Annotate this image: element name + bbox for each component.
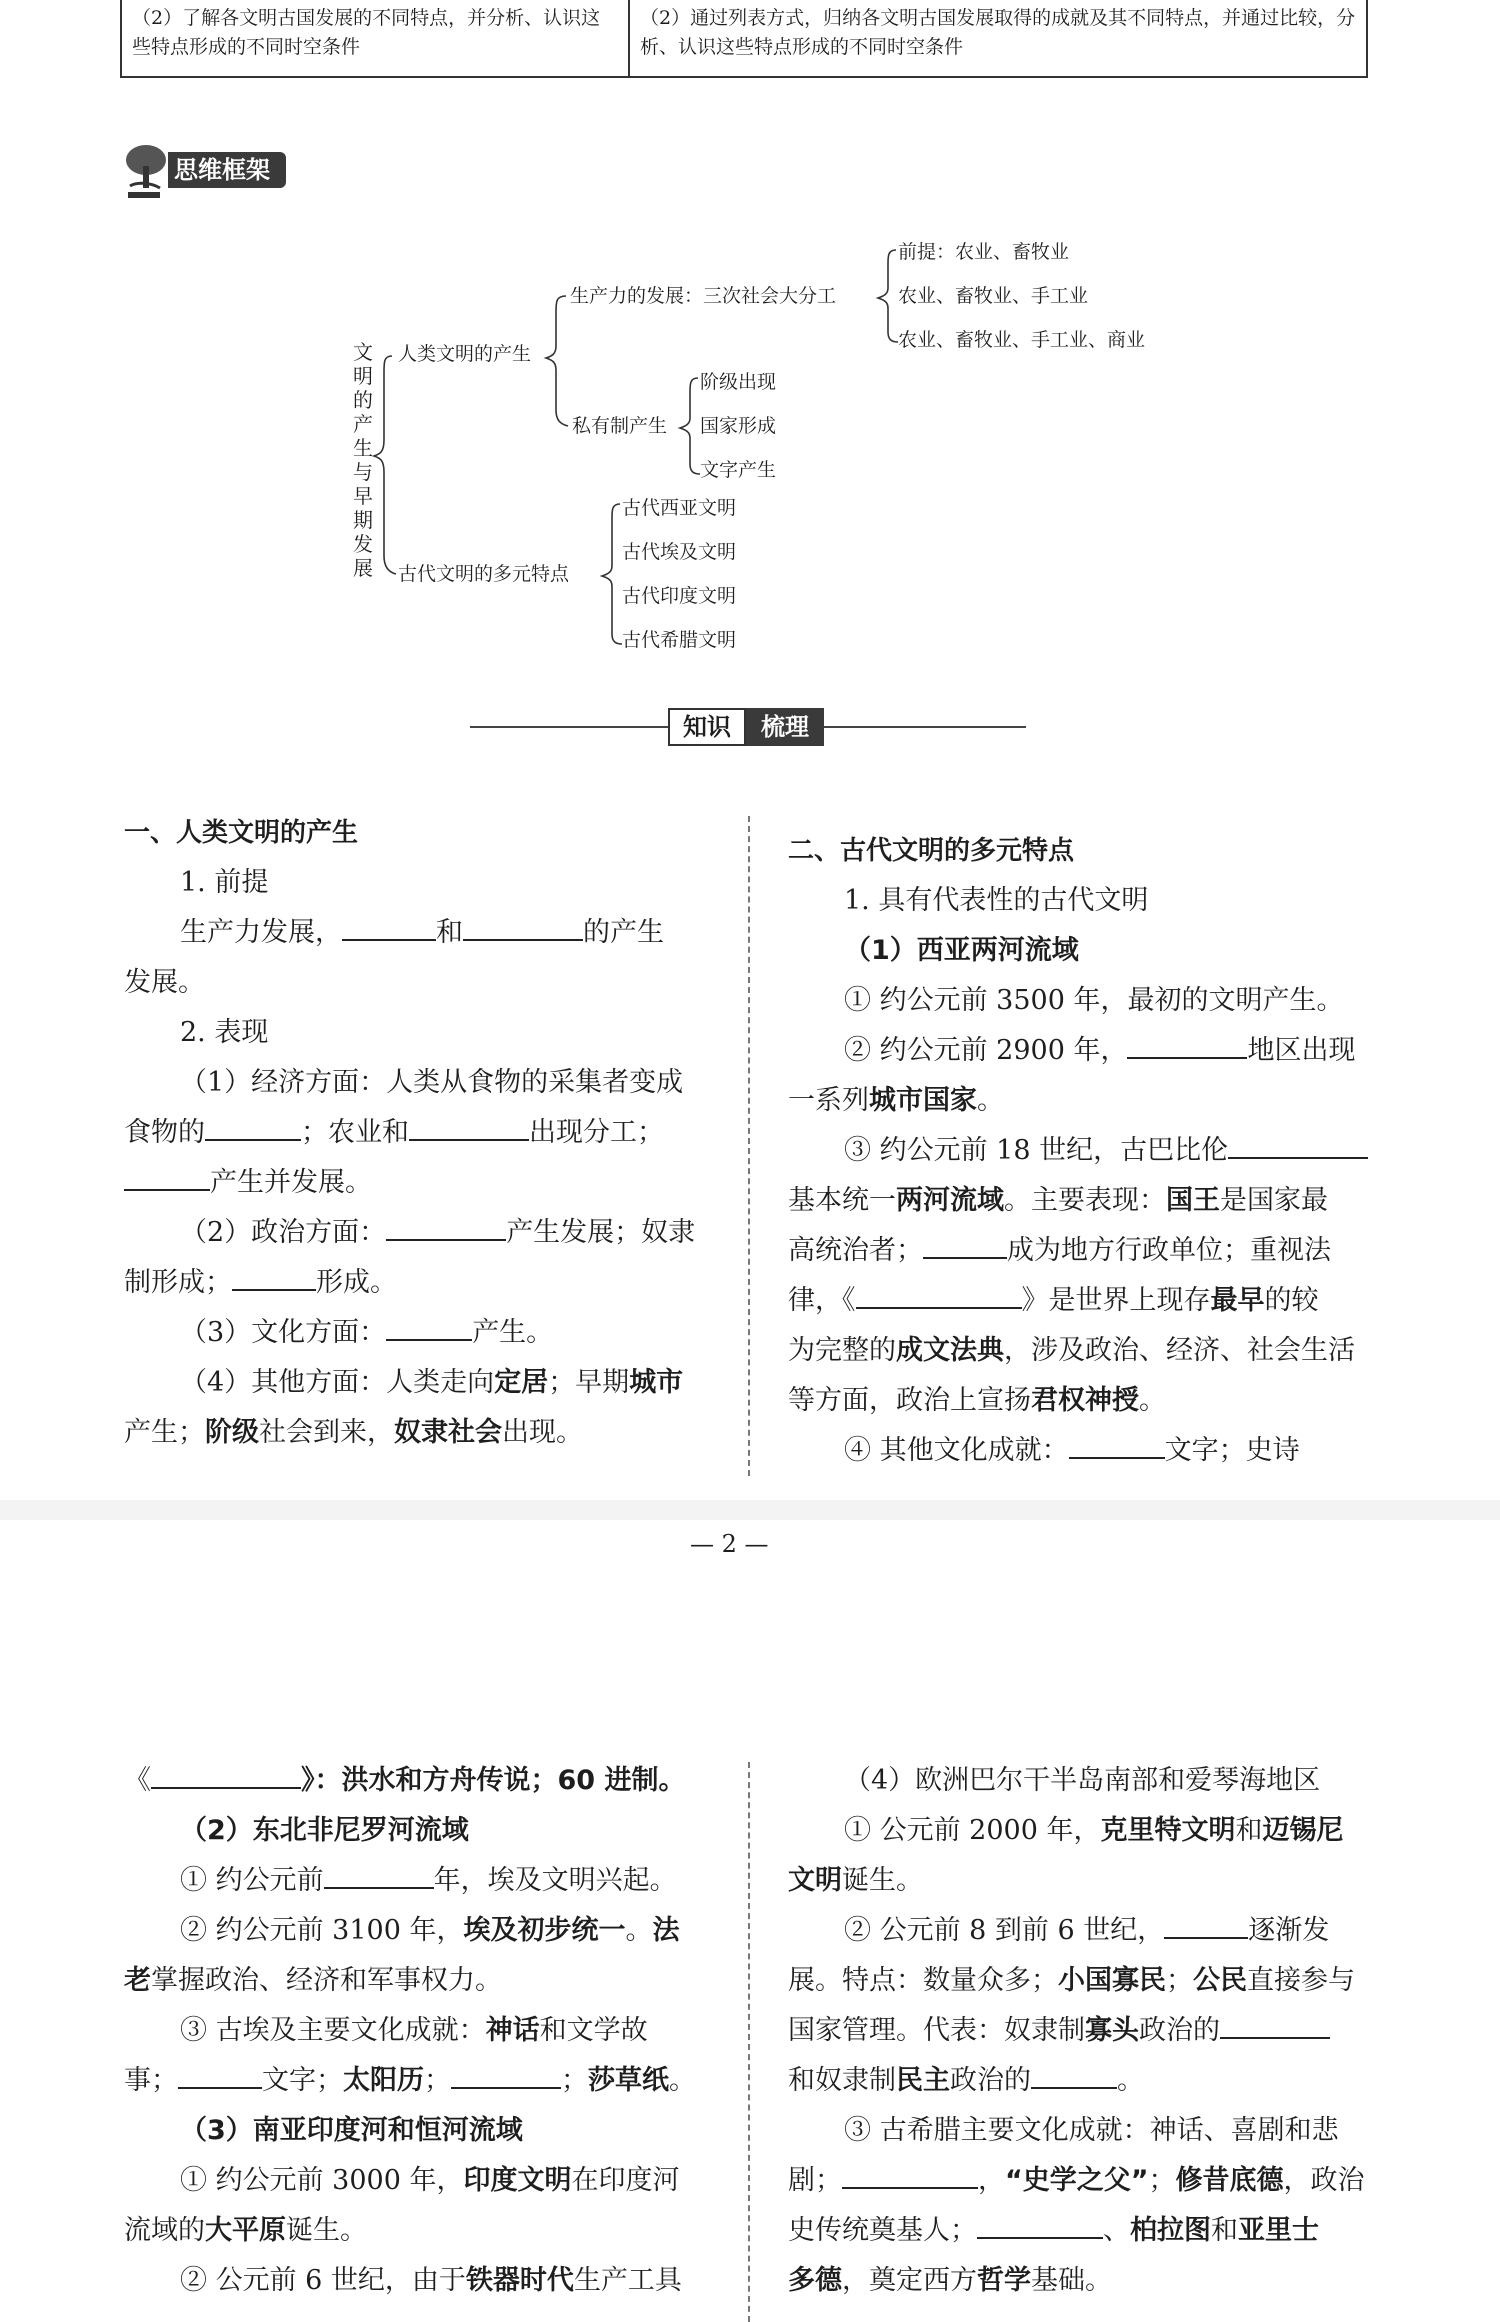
- mindmap-productivity: 生产力的发展：三次社会大分工: [570, 285, 837, 307]
- text: 生产工具: [573, 2265, 682, 2296]
- text: 奴隶社会: [394, 1417, 502, 1448]
- mindmap-private-1: 阶级出现: [700, 371, 777, 393]
- text: 生产力发展，: [180, 917, 342, 948]
- mindmap-diverse-1: 古代西亚文明: [622, 497, 737, 519]
- text: 史传统奠基人；: [788, 2215, 977, 2246]
- text: ① 约公元前: [180, 1865, 324, 1896]
- text: 基础。: [1031, 2265, 1112, 2296]
- text: “史学之父”: [1005, 2165, 1149, 2196]
- mindmap-private-2: 国家形成: [700, 415, 777, 437]
- text: 阶级: [205, 1417, 259, 1448]
- blank[interactable]: [1127, 1029, 1247, 1059]
- review-label: 梳理: [746, 708, 824, 746]
- text: 政治的: [950, 2065, 1031, 2096]
- text: ① 约公元前 3000 年，: [180, 2165, 464, 2196]
- text: 的较: [1264, 1285, 1319, 1316]
- right-column: [788, 826, 1388, 1476]
- region-heading-greece: （4）欧洲巴尔干半岛南部和爱琴海地区: [844, 1765, 1321, 1796]
- text: 出现分工；: [529, 1117, 664, 1148]
- blank[interactable]: [151, 1759, 301, 1789]
- blank[interactable]: [386, 1211, 506, 1241]
- text: 和文学故: [539, 2015, 648, 2046]
- section-heading-2: 二、古代文明的多元特点: [788, 836, 1075, 866]
- mindmap-diverse-4: 古代希腊文明: [622, 629, 737, 651]
- text: 律，《: [788, 1285, 856, 1316]
- left-column: [124, 808, 714, 1458]
- text: 最早: [1210, 1285, 1265, 1316]
- text: ；: [424, 2065, 451, 2096]
- text: 政治的: [1139, 2015, 1220, 2046]
- text: 产生并发展。: [210, 1167, 372, 1198]
- text: 为完整的: [788, 1335, 896, 1366]
- text: 文字；史诗: [1164, 1435, 1300, 1466]
- text: 在印度河: [571, 2165, 680, 2196]
- blank[interactable]: [1031, 2059, 1117, 2089]
- text: 直接参与: [1247, 1965, 1355, 1996]
- text: 神话: [485, 2015, 540, 2046]
- text: 和: [1235, 1815, 1263, 1846]
- text: 形成。: [316, 1267, 397, 1298]
- blank[interactable]: [178, 2059, 262, 2089]
- text: 埃及初步统一: [463, 1915, 626, 1946]
- blank[interactable]: [1164, 1909, 1248, 1939]
- text: ② 公元前 8 到前 6 世纪，: [844, 1915, 1165, 1946]
- text: 》是世界上现存: [1021, 1285, 1211, 1316]
- mindmap-diverse-2: 古代埃及文明: [622, 541, 737, 563]
- text: 亚里士: [1238, 2215, 1319, 2246]
- text: 是国家最: [1220, 1185, 1328, 1216]
- text: 。: [625, 1915, 653, 1946]
- column-divider-2: [748, 1762, 750, 2322]
- text: 剧；: [788, 2165, 842, 2196]
- text: ，涉及政治、经济、社会生活: [1004, 1335, 1355, 1366]
- text: 发展。: [124, 967, 205, 998]
- left-column-2: [124, 1756, 724, 2306]
- text: 铁器时代: [465, 2265, 574, 2296]
- blank[interactable]: [451, 2059, 561, 2089]
- right-column-2: [788, 1756, 1388, 2306]
- mindmap-private: 私有制产生: [572, 415, 668, 437]
- blank[interactable]: [324, 1859, 434, 1889]
- text: ② 约公元前 3100 年，: [180, 1915, 464, 1946]
- text: 文明: [788, 1865, 842, 1896]
- text: 国王: [1166, 1185, 1220, 1216]
- page-gap: [0, 1500, 1500, 1520]
- mindmap-diverse-3: 古代印度文明: [622, 585, 737, 607]
- blank[interactable]: [463, 911, 583, 941]
- text: 诞生。: [842, 1865, 923, 1896]
- text: 两河流域: [896, 1185, 1004, 1216]
- text: 修昔底德: [1175, 2165, 1284, 2196]
- mindmap-division-1: 前提：农业、畜牧业: [898, 241, 1070, 263]
- text: ；: [1148, 2165, 1176, 2196]
- text: ；: [1166, 1965, 1193, 1996]
- blank[interactable]: [342, 911, 436, 941]
- text: ，奠定西方: [842, 2265, 977, 2296]
- region-heading-west-asia: （1）西亚两河流域: [844, 935, 1079, 966]
- text: （1）经济方面：人类从食物的采集者变成: [180, 1067, 684, 1098]
- subheading-representative: 1. 具有代表性的古代文明: [844, 885, 1149, 916]
- text: 。: [977, 1085, 1004, 1116]
- text: （4）其他方面：人类走向: [180, 1367, 495, 1398]
- header-rule-left: [470, 726, 668, 728]
- region-heading-india: （3）南亚印度河和恒河流域: [180, 2115, 523, 2146]
- text: ③ 约公元前 18 世纪，古巴比伦: [844, 1135, 1229, 1166]
- blank[interactable]: [232, 1261, 316, 1291]
- mindmap-brackets: [0, 0, 1500, 700]
- text: 印度文明: [463, 2165, 572, 2196]
- text: ，政治: [1283, 2165, 1365, 2196]
- text: 食物的: [124, 1117, 205, 1148]
- text: 法: [652, 1915, 680, 1946]
- text: 文字；: [262, 2065, 343, 2096]
- text: 公民: [1193, 1965, 1247, 1996]
- text: ① 约公元前 3500 年，最初的文明产生。: [844, 985, 1344, 1016]
- text: 。主要表现：: [1004, 1185, 1166, 1216]
- text: 国家管理。代表：奴隶制: [788, 2015, 1085, 2046]
- text: 。: [669, 2065, 696, 2096]
- text: 城市国家: [869, 1085, 977, 1116]
- text: ② 约公元前 2900 年，: [844, 1035, 1128, 1066]
- text: 寡头: [1085, 2015, 1139, 2046]
- text: 产生；: [124, 1417, 205, 1448]
- text: 、: [1103, 2215, 1130, 2246]
- text: 迈锡尼: [1262, 1815, 1344, 1846]
- blank[interactable]: [1228, 1129, 1368, 1159]
- blank[interactable]: [124, 1161, 210, 1191]
- page-number: — 2 —: [690, 1530, 769, 1558]
- text: ；早期: [548, 1367, 630, 1398]
- text: 等方面，政治上宣扬: [788, 1385, 1031, 1416]
- objectives-cell-2: （2）通过列表方式，归纳各文明古国发展取得的成就及其不同特点，并通过比较，分析、认识这些特点形成的不同时空条件: [640, 7, 1356, 58]
- text: 掌握政治、经济和军事权力。: [151, 1965, 502, 1996]
- text: 《: [124, 1765, 151, 1796]
- text: 莎草纸: [588, 2065, 669, 2096]
- text: 事；: [124, 2065, 178, 2096]
- text: 成文法典: [896, 1335, 1004, 1366]
- blank[interactable]: [856, 1279, 1022, 1309]
- text: 的产生: [583, 917, 664, 948]
- mindmap-diverse: 古代文明的多元特点: [398, 563, 570, 585]
- blank[interactable]: [977, 2209, 1103, 2239]
- section-heading-1: 一、人类文明的产生: [124, 818, 359, 848]
- header-rule-right: [824, 726, 1026, 728]
- text: 逐渐发: [1248, 1915, 1330, 1946]
- mindmap-private-3: 文字产生: [700, 459, 777, 481]
- subheading-manifestation: 2. 表现: [180, 1017, 269, 1048]
- text: 》：洪水和方舟传说；60 进制。: [301, 1765, 686, 1796]
- text: 成为地方行政单位；重视法: [1007, 1235, 1331, 1266]
- text: 克里特文明: [1100, 1815, 1236, 1846]
- region-heading-egypt: （2）东北非尼罗河流域: [180, 1815, 469, 1846]
- text: 君权神授: [1031, 1385, 1139, 1416]
- text: 定居: [494, 1367, 549, 1398]
- text: 基本统一: [788, 1185, 896, 1216]
- text: （3）文化方面：: [180, 1317, 387, 1348]
- text: 小国寡民: [1058, 1965, 1166, 1996]
- text: （2）政治方面：: [180, 1217, 387, 1248]
- blank[interactable]: [409, 1111, 529, 1141]
- text: 太阳历: [343, 2065, 424, 2096]
- text: 高统治者；: [788, 1235, 923, 1266]
- mindmap-division-2: 农业、畜牧业、手工业: [898, 285, 1089, 307]
- text: 流域的: [124, 2215, 205, 2246]
- text: 城市: [629, 1367, 684, 1398]
- blank[interactable]: [1220, 2009, 1330, 2039]
- text: ；农业和: [301, 1117, 409, 1148]
- text: ② 公元前 6 世纪，由于: [180, 2265, 466, 2296]
- text: 和: [1211, 2215, 1238, 2246]
- text: ；: [561, 2065, 588, 2096]
- text: 产生。: [472, 1317, 554, 1348]
- knowledge-label: 知识: [668, 708, 746, 746]
- blank[interactable]: [842, 2159, 978, 2189]
- mindmap-division-3: 农业、畜牧业、手工业、商业: [898, 329, 1146, 351]
- blank[interactable]: [1069, 1429, 1165, 1459]
- text: 一系列: [788, 1085, 869, 1116]
- mind-framework-banner: 思维框架: [168, 152, 286, 188]
- text: ③ 古希腊主要文化成就：神话、喜剧和悲: [844, 2115, 1339, 2146]
- text: 制形成；: [124, 1267, 232, 1298]
- blank[interactable]: [205, 1111, 301, 1141]
- text: 产生发展；奴隶: [506, 1217, 696, 1248]
- subheading-premise: 1. 前提: [180, 867, 269, 898]
- text: 哲学: [977, 2265, 1031, 2296]
- mindmap-root: 文明的产生与早期发展: [353, 340, 373, 580]
- text: 老: [124, 1965, 151, 1996]
- text: 年，埃及文明兴起。: [433, 1865, 677, 1896]
- objectives-cell-1: （2）了解各文明古国发展的不同特点，并分析、认识这些特点形成的不同时空条件: [122, 0, 630, 76]
- text: 。: [1117, 2065, 1144, 2096]
- text: 多德: [788, 2265, 842, 2296]
- text: 出现。: [502, 1417, 583, 1448]
- text: 地区出现: [1247, 1035, 1356, 1066]
- blank[interactable]: [923, 1229, 1007, 1259]
- text: 柏拉图: [1130, 2215, 1211, 2246]
- text: ，: [978, 2165, 1005, 2196]
- text: 。: [1139, 1385, 1166, 1416]
- text: 社会到来，: [259, 1417, 394, 1448]
- text: 诞生。: [286, 2215, 367, 2246]
- text: 大平原: [205, 2215, 286, 2246]
- text: ④ 其他文化成就：: [844, 1435, 1069, 1466]
- text: 和奴隶制: [788, 2065, 896, 2096]
- blank[interactable]: [386, 1311, 472, 1341]
- text: 民主: [896, 2065, 950, 2096]
- text: 和: [436, 917, 463, 948]
- column-divider: [748, 816, 750, 1476]
- mindmap-birth: 人类文明的产生: [398, 343, 532, 365]
- text: 展。特点：数量众多；: [788, 1965, 1058, 1996]
- text: ③ 古埃及主要文化成就：: [180, 2015, 486, 2046]
- text: ① 公元前 2000 年，: [844, 1815, 1101, 1846]
